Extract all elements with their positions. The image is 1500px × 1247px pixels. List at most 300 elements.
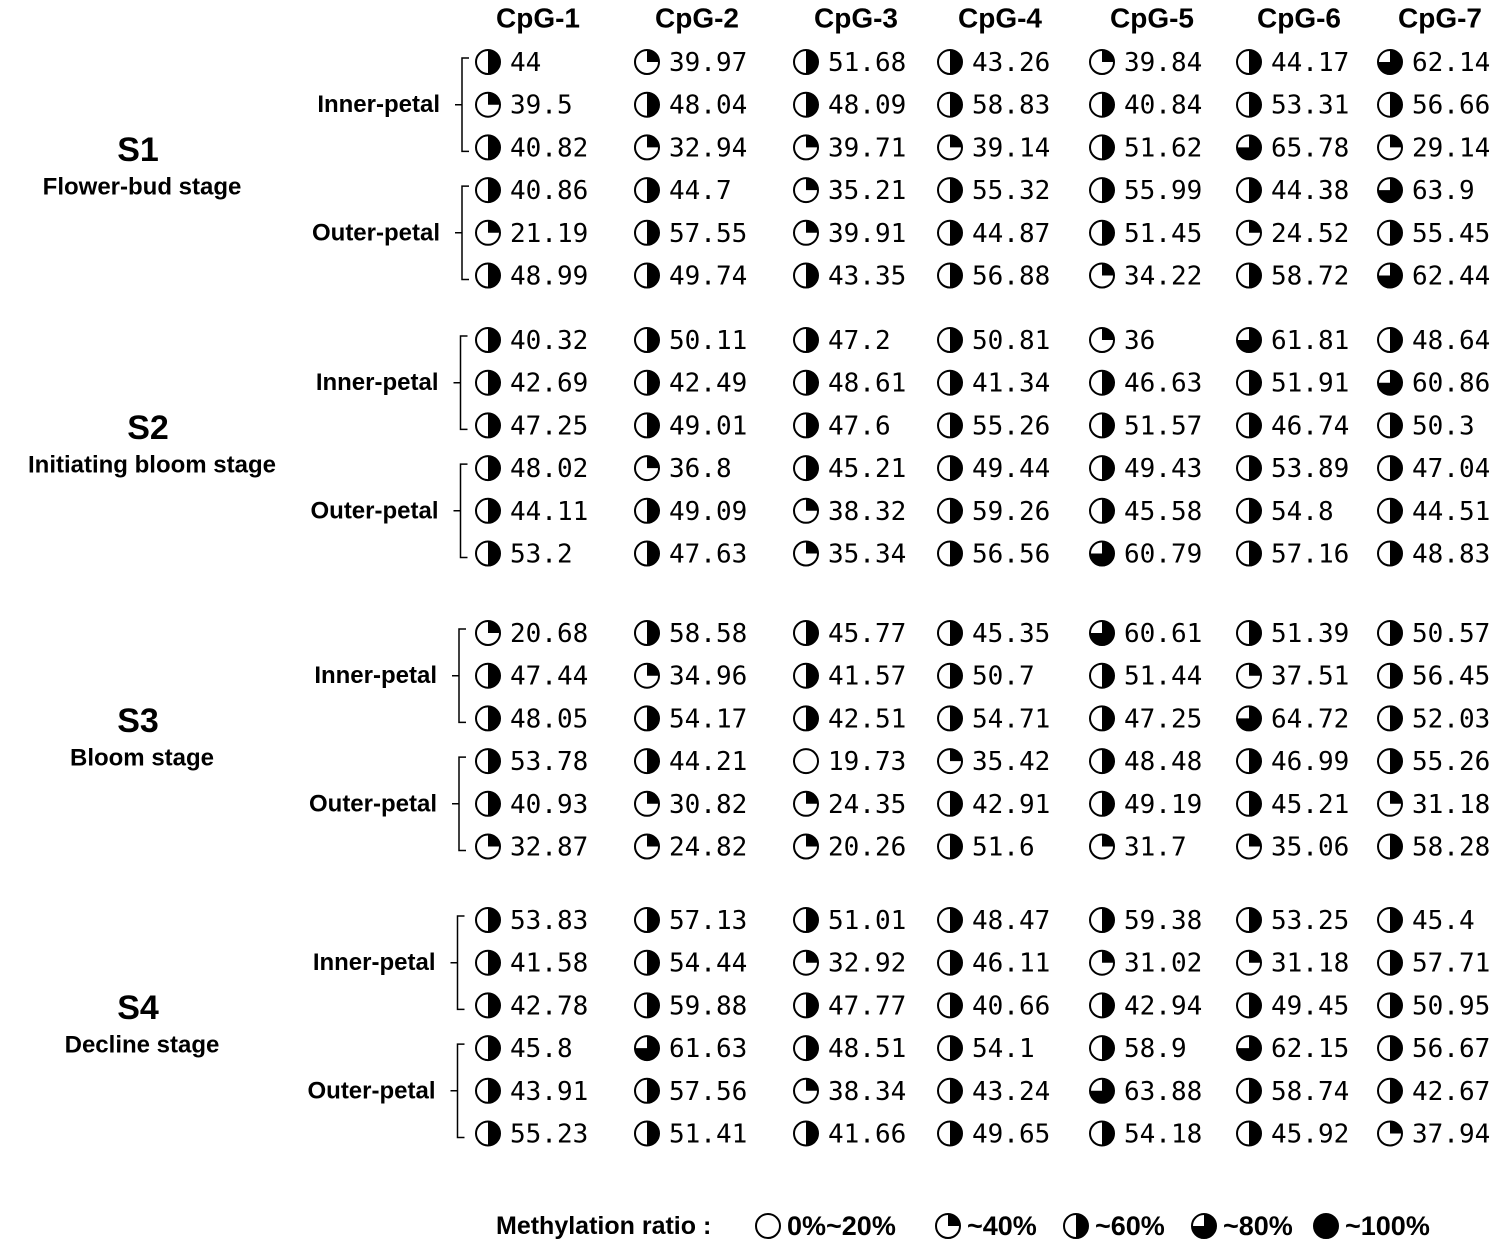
group-label-s4-inner: Inner-petal <box>312 949 436 977</box>
methylation-value: 61.81 <box>1271 326 1350 356</box>
methylation-glyph <box>938 264 962 288</box>
column-header-5: CpG-5 <box>1110 2 1194 34</box>
methylation-value: 19.73 <box>828 747 907 778</box>
methylation-value: 55.99 <box>1124 176 1203 207</box>
methylation-value: 53.2 <box>510 539 573 570</box>
methylation-glyph <box>1090 264 1114 288</box>
methylation-glyph <box>476 221 500 245</box>
methylation-glyph <box>938 456 962 480</box>
methylation-value: 50.81 <box>972 326 1051 356</box>
methylation-value: 42.67 <box>1412 1076 1491 1107</box>
methylation-glyph <box>794 178 818 202</box>
methylation-glyph <box>1237 706 1261 730</box>
methylation-value: 48.61 <box>828 368 907 399</box>
methylation-value: 54.71 <box>972 704 1051 735</box>
methylation-glyph <box>1237 264 1261 288</box>
methylation-glyph <box>635 456 659 480</box>
methylation-glyph <box>1378 413 1402 437</box>
methylation-glyph <box>794 621 818 645</box>
methylation-glyph <box>1237 371 1261 395</box>
methylation-glyph <box>1237 749 1261 773</box>
methylation-glyph <box>1378 135 1402 159</box>
methylation-value: 53.78 <box>510 747 589 778</box>
methylation-value: 31.02 <box>1124 948 1203 979</box>
methylation-value: 43.24 <box>972 1076 1051 1107</box>
methylation-glyph <box>794 1036 818 1060</box>
methylation-value: 35.34 <box>828 539 907 570</box>
methylation-glyph <box>1378 951 1402 975</box>
bracket-s3-outer <box>452 757 466 850</box>
stage-code-s3: S3 <box>117 701 159 740</box>
methylation-glyph <box>476 749 500 773</box>
methylation-value: 46.99 <box>1271 747 1350 778</box>
methylation-glyph <box>635 993 659 1017</box>
methylation-glyph <box>938 835 962 859</box>
methylation-value: 51.57 <box>1124 411 1203 442</box>
column-header-4: CpG-4 <box>958 2 1042 34</box>
group-label-s3-inner: Inner-petal <box>314 662 437 690</box>
column-header-6: CpG-6 <box>1257 2 1341 34</box>
methylation-glyph <box>1378 50 1402 74</box>
methylation-value: 42.69 <box>510 368 589 399</box>
methylation-value: 56.45 <box>1412 661 1491 692</box>
methylation-value: 37.94 <box>1412 1119 1491 1150</box>
methylation-glyph <box>1090 993 1114 1017</box>
methylation-glyph <box>938 792 962 816</box>
methylation-glyph <box>938 413 962 437</box>
methylation-value: 44.11 <box>510 496 589 527</box>
methylation-glyph <box>476 93 500 117</box>
methylation-glyph <box>1378 993 1402 1017</box>
methylation-glyph <box>1090 1079 1114 1103</box>
legend-label-1: 0%~20% <box>787 1211 896 1241</box>
legend-label-3: ~60% <box>1095 1211 1165 1241</box>
methylation-glyph <box>635 264 659 288</box>
methylation-glyph <box>1237 792 1261 816</box>
methylation-glyph <box>635 328 659 352</box>
methylation-glyph <box>938 749 962 773</box>
methylation-glyph <box>1237 456 1261 480</box>
methylation-glyph <box>938 951 962 975</box>
methylation-glyph <box>1090 621 1114 645</box>
methylation-value: 46.63 <box>1124 368 1203 399</box>
methylation-glyph <box>1090 456 1114 480</box>
methylation-value: 41.66 <box>828 1119 907 1150</box>
methylation-glyph <box>1378 749 1402 773</box>
methylation-value: 49.45 <box>1271 991 1350 1022</box>
methylation-value: 39.84 <box>1124 48 1203 78</box>
methylation-value: 47.25 <box>1124 704 1203 735</box>
methylation-glyph <box>794 951 818 975</box>
methylation-glyph <box>476 328 500 352</box>
methylation-value: 39.5 <box>510 90 573 121</box>
methylation-value: 46.74 <box>1271 411 1350 442</box>
methylation-glyph <box>635 621 659 645</box>
methylation-value: 41.34 <box>972 368 1051 399</box>
methylation-glyph <box>938 993 962 1017</box>
methylation-glyph <box>1090 749 1114 773</box>
methylation-value: 42.78 <box>510 991 589 1022</box>
methylation-glyph <box>1090 328 1114 352</box>
methylation-value: 55.26 <box>1412 747 1491 778</box>
methylation-glyph <box>938 621 962 645</box>
methylation-value: 47.04 <box>1412 454 1491 485</box>
methylation-glyph <box>938 50 962 74</box>
group-label-s2-outer: Outer-petal <box>310 497 439 525</box>
methylation-value: 35.21 <box>828 176 907 207</box>
methylation-glyph <box>794 993 818 1017</box>
methylation-glyph <box>1378 499 1402 523</box>
methylation-value: 60.79 <box>1124 539 1203 570</box>
methylation-value: 59.38 <box>1124 906 1203 936</box>
methylation-glyph <box>938 499 962 523</box>
methylation-value: 43.26 <box>972 48 1051 78</box>
methylation-value: 59.26 <box>972 496 1051 527</box>
methylation-glyph <box>635 908 659 932</box>
methylation-value: 58.28 <box>1412 832 1491 863</box>
column-header-3: CpG-3 <box>814 2 898 34</box>
methylation-glyph <box>476 706 500 730</box>
methylation-glyph <box>476 1036 500 1060</box>
methylation-value: 55.32 <box>972 176 1051 207</box>
methylation-glyph <box>794 792 818 816</box>
methylation-value: 42.49 <box>669 368 748 399</box>
methylation-value: 51.6 <box>972 832 1035 863</box>
methylation-value: 44.51 <box>1412 496 1491 527</box>
methylation-value: 36 <box>1124 326 1156 356</box>
methylation-glyph <box>476 542 500 566</box>
methylation-value: 20.68 <box>510 619 589 649</box>
methylation-value: 56.56 <box>972 539 1051 570</box>
methylation-glyph <box>1378 542 1402 566</box>
methylation-glyph <box>635 951 659 975</box>
methylation-glyph <box>635 1122 659 1146</box>
legend-glyph-4 <box>1192 1214 1216 1238</box>
methylation-glyph <box>476 664 500 688</box>
methylation-value: 54.17 <box>669 704 748 735</box>
methylation-glyph <box>1378 456 1402 480</box>
methylation-glyph <box>938 135 962 159</box>
methylation-glyph <box>938 328 962 352</box>
methylation-glyph <box>1237 951 1261 975</box>
methylation-value: 54.1 <box>972 1034 1035 1065</box>
methylation-value: 48.02 <box>510 454 589 485</box>
methylation-value: 48.83 <box>1412 539 1491 570</box>
methylation-value: 29.14 <box>1412 133 1491 164</box>
methylation-value: 47.2 <box>828 326 891 356</box>
methylation-value: 45.4 <box>1412 906 1475 936</box>
methylation-value: 58.72 <box>1271 261 1350 292</box>
methylation-value: 34.96 <box>669 661 748 692</box>
methylation-value: 53.31 <box>1271 90 1350 121</box>
methylation-glyph <box>1090 50 1114 74</box>
methylation-value: 43.91 <box>510 1076 589 1107</box>
methylation-value: 56.66 <box>1412 90 1491 121</box>
methylation-glyph <box>476 1079 500 1103</box>
methylation-glyph <box>938 178 962 202</box>
methylation-value: 50.95 <box>1412 991 1491 1022</box>
methylation-glyph <box>794 749 818 773</box>
methylation-glyph <box>1237 178 1261 202</box>
methylation-glyph <box>1237 499 1261 523</box>
methylation-glyph <box>1378 221 1402 245</box>
methylation-value: 24.82 <box>669 832 748 863</box>
methylation-glyph <box>1237 93 1261 117</box>
methylation-value: 41.57 <box>828 661 907 692</box>
methylation-value: 46.11 <box>972 948 1051 979</box>
methylation-value: 49.65 <box>972 1119 1051 1150</box>
column-header-1: CpG-1 <box>496 2 580 34</box>
methylation-value: 41.58 <box>510 948 589 979</box>
methylation-value: 60.86 <box>1412 368 1491 399</box>
methylation-glyph <box>635 50 659 74</box>
methylation-glyph <box>1090 178 1114 202</box>
legend-label-4: ~80% <box>1223 1211 1293 1241</box>
methylation-glyph <box>938 542 962 566</box>
methylation-value: 48.09 <box>828 90 907 121</box>
methylation-glyph <box>476 908 500 932</box>
methylation-glyph <box>1378 93 1402 117</box>
methylation-value: 54.18 <box>1124 1119 1203 1150</box>
methylation-glyph <box>1378 835 1402 859</box>
methylation-value: 47.63 <box>669 539 748 570</box>
legend-glyph-2 <box>936 1214 960 1238</box>
methylation-value: 53.25 <box>1271 906 1350 936</box>
methylation-glyph <box>1378 1122 1402 1146</box>
methylation-value: 39.14 <box>972 133 1051 164</box>
methylation-value: 49.44 <box>972 454 1051 485</box>
methylation-value: 45.92 <box>1271 1119 1350 1150</box>
methylation-glyph <box>794 413 818 437</box>
methylation-value: 48.64 <box>1412 326 1491 356</box>
column-header-2: CpG-2 <box>655 2 739 34</box>
stage-name-s3: Bloom stage <box>69 744 215 772</box>
methylation-value: 45.77 <box>828 619 907 649</box>
stage-code-s1: S1 <box>117 130 159 169</box>
methylation-value: 53.89 <box>1271 454 1350 485</box>
methylation-glyph <box>794 499 818 523</box>
methylation-glyph <box>476 792 500 816</box>
methylation-glyph <box>476 264 500 288</box>
methylation-glyph <box>1237 1036 1261 1060</box>
methylation-glyph <box>476 993 500 1017</box>
methylation-value: 55.26 <box>972 411 1051 442</box>
methylation-value: 20.26 <box>828 832 907 863</box>
methylation-value: 40.93 <box>510 789 589 820</box>
methylation-value: 40.32 <box>510 326 589 356</box>
methylation-glyph <box>1090 664 1114 688</box>
methylation-value: 52.03 <box>1412 704 1491 735</box>
methylation-glyph <box>1090 908 1114 932</box>
methylation-value: 48.04 <box>669 90 748 121</box>
methylation-glyph <box>794 1122 818 1146</box>
methylation-glyph <box>476 621 500 645</box>
methylation-glyph <box>938 908 962 932</box>
methylation-glyph <box>1237 1079 1261 1103</box>
methylation-glyph <box>794 264 818 288</box>
methylation-glyph <box>635 135 659 159</box>
methylation-glyph <box>794 221 818 245</box>
methylation-value: 60.61 <box>1124 619 1203 649</box>
methylation-value: 35.42 <box>972 747 1051 778</box>
methylation-value: 38.32 <box>828 496 907 527</box>
methylation-glyph <box>1090 951 1114 975</box>
methylation-glyph <box>794 135 818 159</box>
methylation-glyph <box>1378 1036 1402 1060</box>
methylation-value: 42.51 <box>828 704 907 735</box>
methylation-glyph <box>1378 178 1402 202</box>
methylation-value: 51.68 <box>828 48 907 78</box>
methylation-value: 48.48 <box>1124 747 1203 778</box>
methylation-glyph <box>1237 221 1261 245</box>
methylation-value: 51.41 <box>669 1119 748 1150</box>
methylation-glyph <box>635 1079 659 1103</box>
methylation-value: 36.8 <box>669 454 732 485</box>
group-label-s4-outer: Outer-petal <box>307 1077 436 1105</box>
methylation-glyph <box>635 1036 659 1060</box>
methylation-glyph <box>476 951 500 975</box>
methylation-value: 44.38 <box>1271 176 1350 207</box>
methylation-value: 44 <box>510 48 542 78</box>
methylation-value: 62.14 <box>1412 48 1491 78</box>
methylation-value: 48.99 <box>510 261 589 292</box>
methylation-glyph <box>476 135 500 159</box>
methylation-glyph <box>1090 542 1114 566</box>
methylation-value: 54.44 <box>669 948 748 979</box>
methylation-glyph <box>1237 993 1261 1017</box>
methylation-glyph <box>938 93 962 117</box>
methylation-value: 50.57 <box>1412 619 1491 649</box>
methylation-value: 37.51 <box>1271 661 1350 692</box>
stage-code-s4: S4 <box>117 988 159 1027</box>
methylation-glyph <box>635 499 659 523</box>
methylation-value: 55.23 <box>510 1119 589 1150</box>
methylation-value: 51.01 <box>828 906 907 936</box>
methylation-glyph <box>938 221 962 245</box>
methylation-value: 30.82 <box>669 789 748 820</box>
methylation-value: 61.63 <box>669 1034 748 1065</box>
methylation-glyph <box>794 706 818 730</box>
methylation-glyph <box>1237 664 1261 688</box>
methylation-value: 57.13 <box>669 906 748 936</box>
methylation-glyph <box>1090 499 1114 523</box>
methylation-value: 58.9 <box>1124 1034 1187 1065</box>
methylation-value: 64.72 <box>1271 704 1350 735</box>
methylation-value: 58.74 <box>1271 1076 1350 1107</box>
methylation-value: 31.18 <box>1271 948 1350 979</box>
methylation-value: 34.22 <box>1124 261 1203 292</box>
methylation-value: 44.21 <box>669 747 748 778</box>
methylation-value: 47.6 <box>828 411 891 442</box>
bracket-s4-outer <box>451 1044 465 1137</box>
methylation-value: 49.43 <box>1124 454 1203 485</box>
methylation-value: 59.88 <box>669 991 748 1022</box>
bracket-s1-outer <box>455 186 469 279</box>
methylation-glyph <box>1090 135 1114 159</box>
methylation-value: 45.58 <box>1124 496 1203 527</box>
group-label-s3-outer: Outer-petal <box>308 790 437 818</box>
column-header-7: CpG-7 <box>1398 2 1482 34</box>
methylation-glyph <box>1378 621 1402 645</box>
methylation-glyph <box>938 1036 962 1060</box>
methylation-value: 50.3 <box>1412 411 1475 442</box>
legend-glyph-3 <box>1064 1214 1088 1238</box>
methylation-glyph <box>635 221 659 245</box>
methylation-value: 51.44 <box>1124 661 1203 692</box>
methylation-value: 54.8 <box>1271 496 1334 527</box>
methylation-glyph <box>1237 328 1261 352</box>
methylation-value: 50.11 <box>669 326 748 356</box>
methylation-glyph <box>1090 371 1114 395</box>
methylation-glyph <box>1090 835 1114 859</box>
methylation-value: 58.58 <box>669 619 748 649</box>
methylation-value: 51.62 <box>1124 133 1203 164</box>
methylation-value: 55.45 <box>1412 218 1491 249</box>
stage-name-s2: Initiating bloom stage <box>27 451 277 479</box>
methylation-glyph <box>1378 792 1402 816</box>
legend-label-2: ~40% <box>967 1211 1037 1241</box>
methylation-glyph <box>635 792 659 816</box>
methylation-glyph <box>1090 792 1114 816</box>
methylation-value: 51.45 <box>1124 218 1203 249</box>
methylation-glyph <box>1090 706 1114 730</box>
methylation-glyph <box>794 664 818 688</box>
bracket-s4-inner <box>451 916 465 1009</box>
methylation-value: 44.17 <box>1271 48 1350 78</box>
methylation-value: 47.25 <box>510 411 589 442</box>
methylation-value: 58.83 <box>972 90 1051 121</box>
legend-title: Methylation ratio : <box>496 1212 712 1240</box>
methylation-value: 32.94 <box>669 133 748 164</box>
methylation-value: 57.55 <box>669 218 748 249</box>
methylation-glyph <box>635 706 659 730</box>
methylation-glyph <box>635 93 659 117</box>
methylation-glyph <box>1237 413 1261 437</box>
stage-code-s2: S2 <box>127 408 169 447</box>
methylation-glyph <box>938 664 962 688</box>
methylation-glyph <box>794 371 818 395</box>
methylation-glyph <box>1090 93 1114 117</box>
methylation-glyph <box>635 413 659 437</box>
methylation-value: 45.21 <box>1271 789 1350 820</box>
methylation-value: 38.34 <box>828 1076 907 1107</box>
methylation-value: 49.19 <box>1124 789 1203 820</box>
bracket-s1-inner <box>455 58 469 151</box>
methylation-value: 53.83 <box>510 906 589 936</box>
methylation-glyph <box>1237 835 1261 859</box>
methylation-value: 40.82 <box>510 133 589 164</box>
methylation-glyph <box>1378 264 1402 288</box>
methylation-value: 49.01 <box>669 411 748 442</box>
methylation-glyph <box>794 50 818 74</box>
methylation-value: 44.87 <box>972 218 1051 249</box>
methylation-glyph <box>476 413 500 437</box>
methylation-glyph <box>635 542 659 566</box>
methylation-value: 40.84 <box>1124 90 1203 121</box>
methylation-glyph <box>938 1079 962 1103</box>
methylation-value: 48.51 <box>828 1034 907 1065</box>
methylation-value: 31.18 <box>1412 789 1491 820</box>
methylation-value: 31.7 <box>1124 832 1187 863</box>
methylation-value: 48.05 <box>510 704 589 735</box>
methylation-value: 45.21 <box>828 454 907 485</box>
methylation-glyph <box>938 1122 962 1146</box>
group-label-s2-inner: Inner-petal <box>315 369 439 397</box>
methylation-value: 45.8 <box>510 1034 573 1065</box>
group-label-s1-outer: Outer-petal <box>311 219 440 247</box>
methylation-value: 44.7 <box>669 176 732 207</box>
methylation-glyph <box>635 749 659 773</box>
